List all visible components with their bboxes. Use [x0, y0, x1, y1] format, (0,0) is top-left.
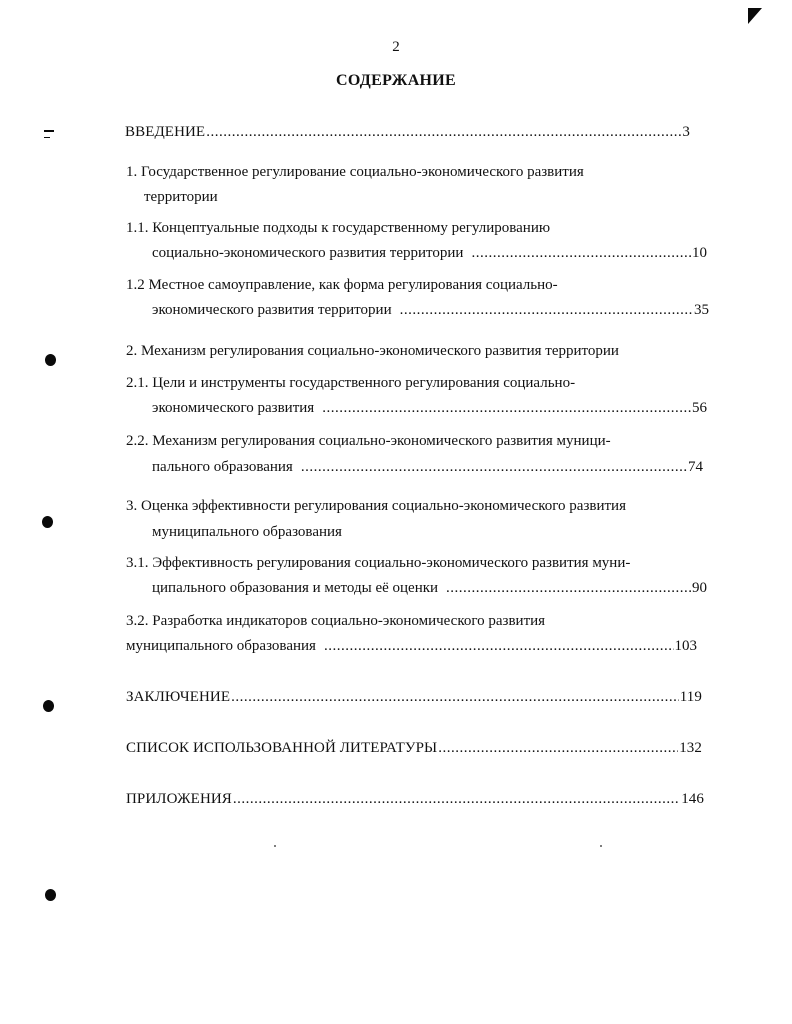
scan-tick-mark [44, 137, 50, 138]
page-number: 2 [392, 39, 400, 55]
toc-leader-dots [438, 739, 678, 757]
toc-page-number: 35 [694, 302, 709, 318]
toc-entry-title: ЗАКЛЮЧЕНИЕ [126, 689, 231, 705]
toc-section-1-1-line2[interactable] [152, 244, 707, 262]
toc-leader-dots [206, 123, 681, 141]
toc-page-number: 103 [674, 638, 697, 654]
toc-page-number: 146 [681, 791, 704, 807]
toc-entry-title: экономического развития территории [152, 302, 392, 318]
scan-speck [600, 845, 602, 847]
toc-chapter-1-line2[interactable]: территории [144, 189, 218, 205]
toc-leader-dots [233, 790, 680, 808]
toc-page-number: 132 [679, 740, 702, 756]
toc-section-3-2-line1[interactable]: 3.2. Разработка индикаторов социально-экономического развития [126, 613, 546, 629]
toc-page-number: 90 [692, 580, 707, 596]
corner-scan-mark [748, 8, 762, 24]
punch-hole-mark [45, 889, 56, 901]
toc-leader-dots [231, 688, 679, 706]
toc-page-number: 74 [688, 459, 703, 475]
page-title: СОДЕРЖАНИЕ [335, 72, 457, 89]
toc-leader-dots [471, 244, 691, 262]
toc-section-1-1-line1[interactable]: 1.1. Концептуальные подходы к государственному регулированию [126, 220, 551, 236]
punch-hole-mark [42, 516, 53, 528]
toc-leader-dots [322, 399, 691, 417]
toc-entry-title: пального образования [152, 459, 293, 475]
toc-page-number: 56 [692, 400, 707, 416]
toc-leader-dots [301, 458, 687, 476]
toc-leader-dots [324, 637, 674, 655]
toc-entry-title: экономического развития [152, 400, 315, 416]
toc-page-number: 119 [679, 689, 702, 705]
toc-entry-title: социально-экономического развития территории [152, 245, 464, 261]
toc-section-2-1-line1[interactable]: 2.1. Цели и инструменты государственного регулирования социально- [126, 375, 576, 391]
toc-chapter-2[interactable]: 2. Механизм регулирования социально-экономического развития территории [126, 343, 619, 359]
toc-section-2-2-line2[interactable] [152, 458, 703, 476]
punch-hole-mark [45, 354, 56, 366]
toc-entry-title: ПРИЛОЖЕНИЯ [126, 791, 232, 807]
toc-section-3-1-line2[interactable] [152, 579, 707, 597]
scan-tick-mark [44, 130, 54, 132]
toc-section-3-2-line2[interactable] [126, 637, 697, 655]
toc-entry-title: ципального образования и методы её оценки [152, 580, 439, 596]
toc-entry-intro[interactable] [125, 123, 690, 141]
toc-entry-title: СПИСОК ИСПОЛЬЗОВАННОЙ ЛИТЕРАТУРЫ [126, 740, 438, 756]
toc-chapter-3-line2[interactable]: муниципального образования [152, 524, 342, 540]
toc-entry-conclusion[interactable] [126, 688, 702, 706]
toc-page-number: 3 [682, 124, 690, 140]
toc-section-2-1-line2[interactable] [152, 399, 707, 417]
toc-entry-title: муниципального образования [126, 638, 316, 654]
toc-leader-dots [446, 579, 691, 597]
toc-section-2-2-line1[interactable]: 2.2. Механизм регулирования социально-экономического развития муници- [126, 433, 611, 449]
toc-section-3-1-line1[interactable]: 3.1. Эффективность регулирования социально-экономического развития муни- [126, 555, 631, 571]
toc-chapter-1-line1[interactable]: 1. Государственное регулирование социально-экономического развития [126, 164, 584, 180]
toc-section-1-2-line1[interactable]: 1.2 Местное самоуправление, как форма регулирования социально- [126, 277, 558, 293]
toc-section-1-2-line2[interactable] [152, 301, 709, 319]
scan-speck [274, 845, 276, 847]
punch-hole-mark [43, 700, 54, 712]
toc-leader-dots [400, 301, 693, 319]
toc-page-number: 10 [692, 245, 707, 261]
toc-chapter-3-line1[interactable]: 3. Оценка эффективности регулирования социально-экономического развития [126, 498, 626, 514]
toc-entry-references[interactable] [126, 739, 702, 757]
toc-entry-appendix[interactable] [126, 790, 704, 808]
toc-entry-title: ВВЕДЕНИЕ [125, 124, 206, 140]
